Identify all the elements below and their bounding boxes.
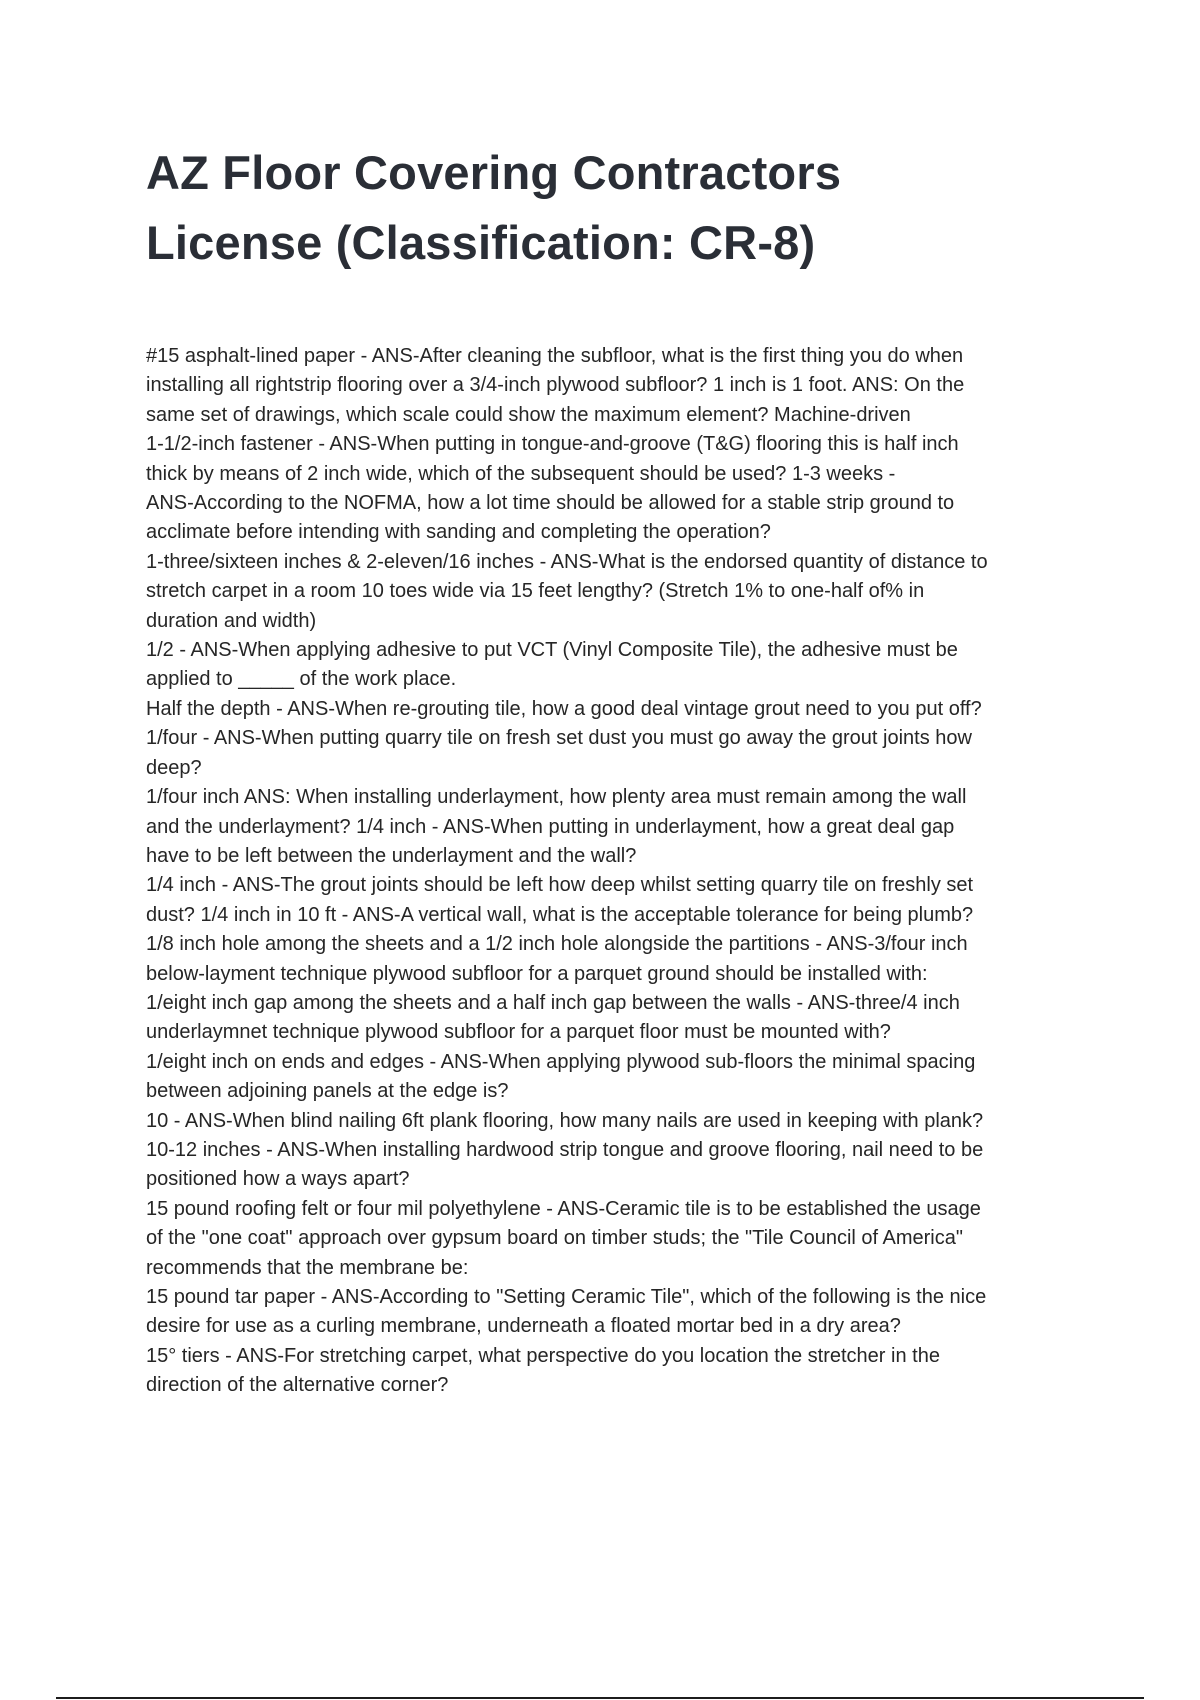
body-line: 1/4 inch - ANS-The grout joints should be left how deep whilst setting quarry tile on freshly set <box>146 874 974 897</box>
body-line: and the underlayment? 1/4 inch - ANS-When putting in underlayment, how a great deal gap <box>146 815 955 838</box>
body-line: dust? 1/4 inch in 10 ft - ANS-A vertical wall, what is the acceptable tolerance for being plumb? <box>146 903 974 926</box>
body-line: 1-1/2-inch fastener - ANS-When putting in tongue-and-groove (T&G) flooring this is half inch <box>146 433 959 456</box>
document-body <box>146 342 1096 1401</box>
body-line: recommends that the membrane be: <box>146 1256 469 1279</box>
body-line: 10-12 inches - ANS-When installing hardwood strip tongue and groove flooring, nail need to be <box>146 1138 984 1161</box>
body-line: 15 pound tar paper - ANS-According to "Setting Ceramic Tile", which of the following is the nice <box>146 1286 987 1308</box>
body-line: #15 asphalt-lined paper - ANS-After cleaning the subfloor, what is the first thing you do when <box>146 345 964 367</box>
body-line: 1/8 inch hole among the sheets and a 1/2 inch hole alongside the partitions - ANS-3/four inch <box>146 933 968 956</box>
body-line: 1/eight inch gap among the sheets and a half inch gap between the walls - ANS-three/4 inch <box>146 991 960 1014</box>
body-line: stretch carpet in a room 10 toes wide via 15 feet lengthy? (Stretch 1% to one-half of% in <box>146 580 925 603</box>
body-line: same set of drawings, which scale could show the maximum element? Machine-driven <box>146 403 911 426</box>
body-line: 1/four - ANS-When putting quarry tile on fresh set dust you must go away the grout joints how <box>146 727 972 750</box>
body-line: between adjoining panels at the edge is? <box>146 1080 509 1103</box>
body-line: 1/2 - ANS-When applying adhesive to put VCT (Vinyl Composite Tile), the adhesive must be <box>146 639 958 662</box>
body-line: installing all rightstrip flooring over a 3/4-inch plywood subfloor? 1 inch is 1 foot. ANS: On the <box>146 374 965 397</box>
body-line: of the "one coat" approach over gypsum board on timber studs; the "Tile Council of America" <box>146 1227 963 1250</box>
body-line: direction of the alternative corner? <box>146 1374 449 1397</box>
body-line: desire for use as a curling membrane, underneath a floated mortar bed in a dry area? <box>146 1315 901 1338</box>
body-line: ANS-According to the NOFMA, how a lot time should be allowed for a stable strip ground to <box>146 492 955 515</box>
body-line: applied to _____ of the work place. <box>146 668 457 691</box>
body-line: underlaymnet technique plywood subfloor for a parquet floor must be mounted with? <box>146 1021 891 1044</box>
body-line: 1/four inch ANS: When installing underlayment, how plenty area must remain among the wall <box>146 786 967 809</box>
body-line: 1/eight inch on ends and edges - ANS-When applying plywood sub-floors the minimal spacing <box>146 1050 976 1073</box>
document-title <box>146 138 946 278</box>
body-line: acclimate before intending with sanding and completing the operation? <box>146 521 771 544</box>
title-line: License (Classification: CR-8) <box>146 216 816 269</box>
footer-divider <box>56 1697 1144 1699</box>
body-line: 15 pound roofing felt or four mil polyethylene - ANS-Ceramic tile is to be established the usage <box>146 1197 981 1220</box>
body-line: have to be left between the underlayment and the wall? <box>146 844 637 867</box>
body-line: 15° tiers - ANS-For stretching carpet, what perspective do you location the stretcher in the <box>146 1344 940 1367</box>
body-line: 1-three/sixteen inches & 2-eleven/16 inches - ANS-What is the endorsed quantity of distance to <box>146 550 988 573</box>
body-line: Half the depth - ANS-When re-grouting tile, how a good deal vintage grout need to you put off? <box>146 697 982 720</box>
body-line: deep? <box>146 756 202 779</box>
body-line: 10 - ANS-When blind nailing 6ft plank flooring, how many nails are used in keeping with plank? <box>146 1109 984 1132</box>
title-line: AZ Floor Covering Contractors <box>146 146 842 199</box>
body-line: positioned how a ways apart? <box>146 1168 410 1191</box>
body-line: thick by means of 2 inch wide, which of the subsequent should be used? 1-3 weeks - <box>146 462 896 485</box>
body-line: duration and width) <box>146 609 317 632</box>
body-line: below-layment technique plywood subfloor for a parquet ground should be installed with: <box>146 962 928 985</box>
